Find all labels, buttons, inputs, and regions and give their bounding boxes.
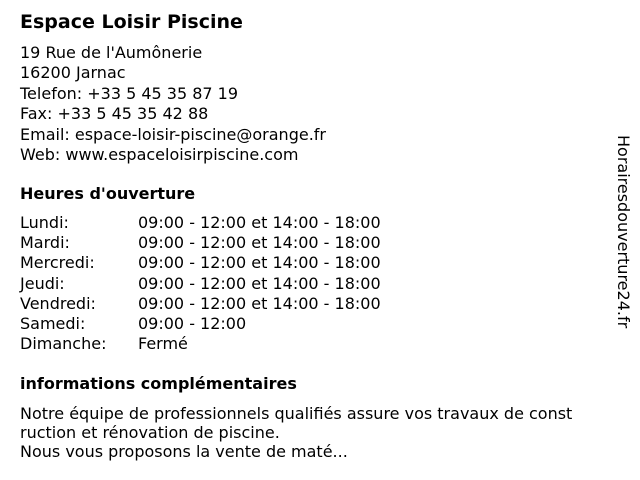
website-url: Web: www.espaceloisirpiscine.com (20, 145, 299, 165)
hours-row-tuesday (20, 233, 381, 253)
time-value: 09:00 - 12:00 et 14:00 - 18:00 (138, 233, 381, 253)
time-value: Fermé (138, 334, 188, 354)
phone-number: Telefon: +33 5 45 35 87 19 (20, 83, 239, 103)
business-name: Espace Loisir Piscine (20, 11, 243, 33)
time-value: 09:00 - 12:00 et 14:00 - 18:00 (138, 253, 381, 273)
info-line: Notre équipe de professionnels qualifiés assure vos travaux de const (20, 404, 573, 423)
time-value: 09:00 - 12:00 et 14:00 - 18:00 (138, 213, 381, 232)
additional-info-heading: informations complémentaires (20, 374, 297, 393)
day-label: Vendredi: (20, 293, 96, 313)
hours-row-monday (20, 213, 381, 233)
day-label: Mercredi: (20, 253, 95, 273)
day-label: Lundi: (20, 213, 69, 232)
time-value: 09:00 - 12:00 et 14:00 - 18:00 (138, 293, 381, 313)
day-label: Dimanche: (20, 334, 107, 354)
time-value: 09:00 - 12:00 et 14:00 - 18:00 (138, 273, 381, 293)
email-address: Email: espace-loisir-piscine@orange.fr (20, 124, 326, 144)
additional-info-text (20, 404, 620, 461)
watermark (613, 135, 633, 371)
contact-block (20, 43, 326, 165)
fax-number: Fax: +33 5 45 35 42 88 (20, 104, 209, 124)
hours-row-sunday (20, 334, 381, 354)
time-value: 09:00 - 12:00 (138, 314, 247, 334)
info-line: ruction et rénovation de piscine. (20, 423, 280, 442)
hours-row-saturday (20, 314, 381, 334)
watermark-text: Horairesdouverture24.fr (614, 135, 633, 329)
day-label: Jeudi: (20, 273, 65, 293)
opening-hours-table (20, 213, 381, 354)
info-line: Nous vous proposons la vente de maté... (20, 442, 348, 461)
hours-row-thursday (20, 274, 381, 294)
day-label: Mardi: (20, 233, 70, 253)
address-city: 16200 Jarnac (20, 63, 126, 83)
address-street: 19 Rue de l'Aumônerie (20, 43, 203, 62)
opening-hours-heading: Heures d'ouverture (20, 184, 196, 203)
hours-row-wednesday (20, 253, 381, 273)
day-label: Samedi: (20, 314, 86, 334)
hours-row-friday (20, 294, 381, 314)
